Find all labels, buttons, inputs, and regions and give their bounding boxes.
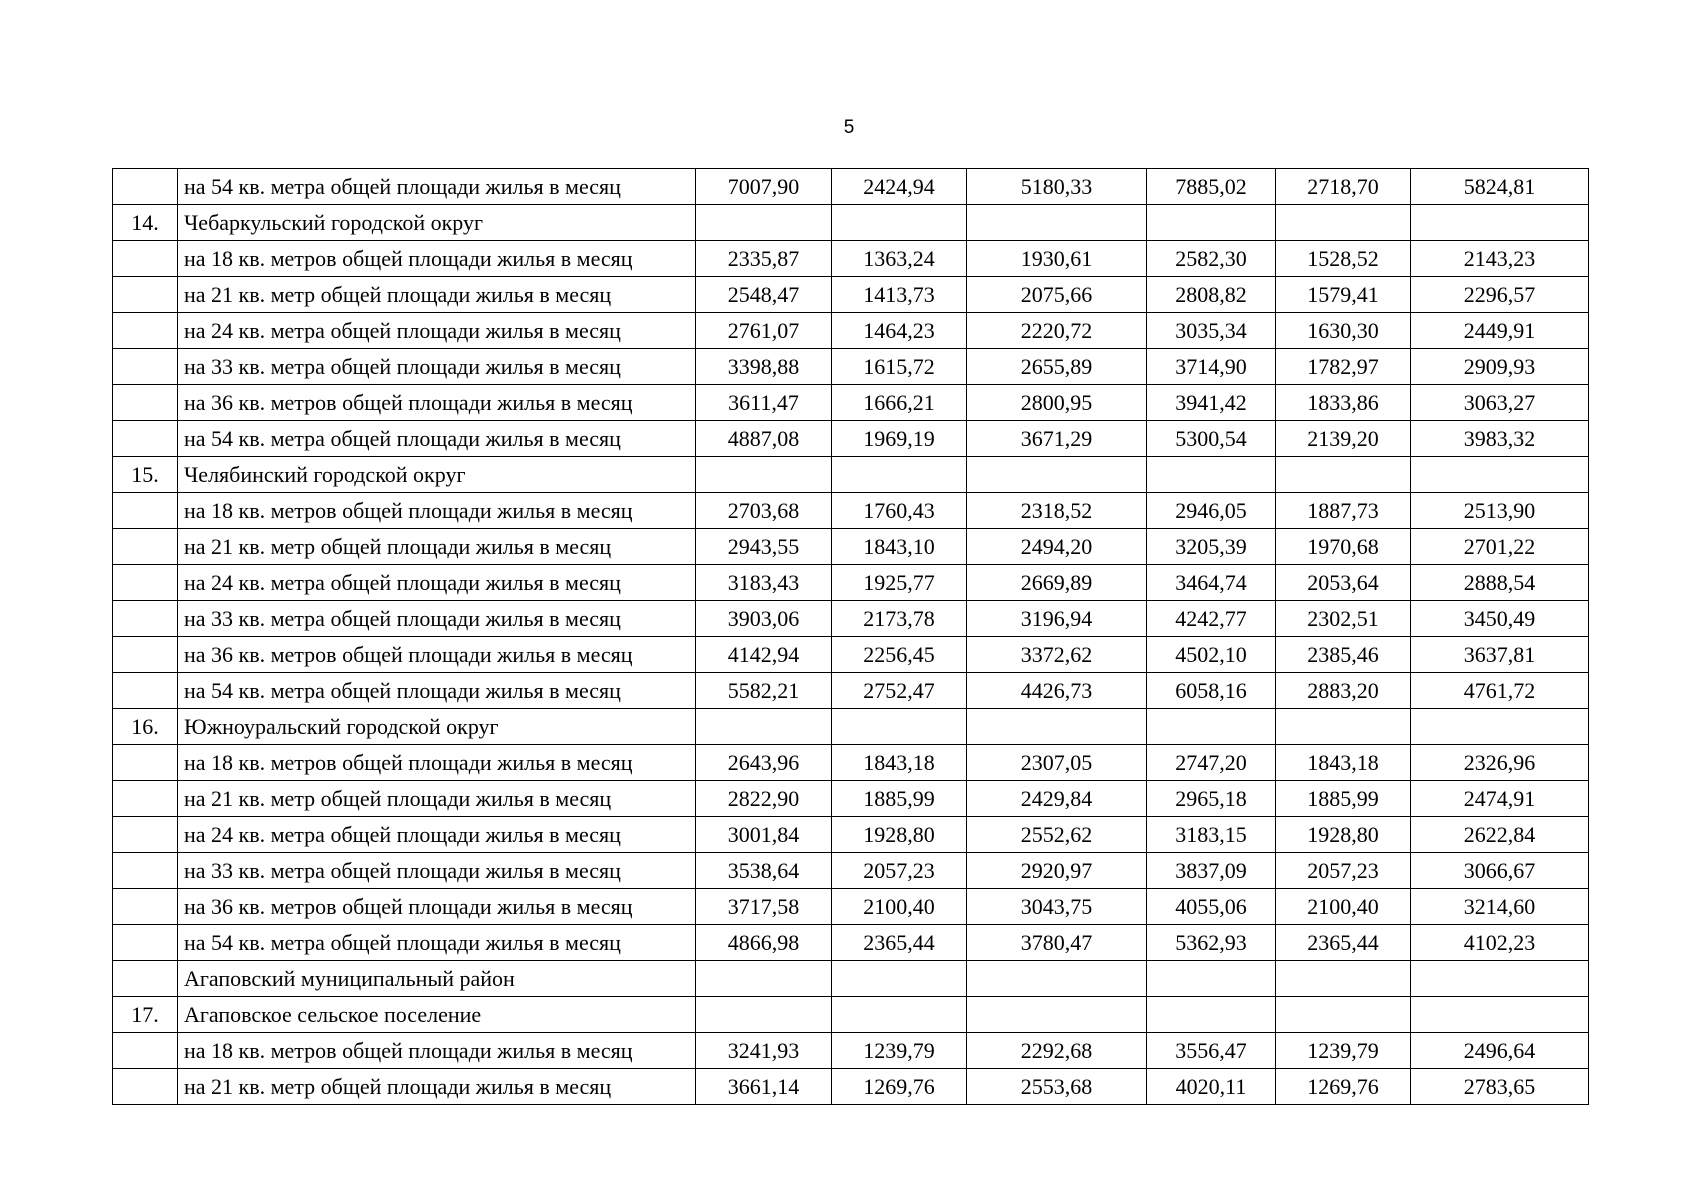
row-number-cell: [113, 349, 178, 385]
value-cell-1: 7007,90: [696, 169, 832, 205]
table-row: [113, 853, 1589, 889]
value-cell-2: 2752,47: [832, 673, 967, 709]
value-cell-1: 2335,87: [696, 241, 832, 277]
value-cell-6: [1411, 961, 1589, 997]
value-cell-5: 2883,20: [1276, 673, 1411, 709]
table-row: [113, 205, 1589, 241]
row-name-cell: на 36 кв. метров общей площади жилья в месяц: [178, 385, 696, 421]
tariff-table: [112, 168, 1589, 1105]
value-cell-1: 3001,84: [696, 817, 832, 853]
value-cell-1: 3661,14: [696, 1069, 832, 1105]
value-cell-4: 4055,06: [1147, 889, 1276, 925]
row-number-cell: [113, 241, 178, 277]
value-cell-4: 3837,09: [1147, 853, 1276, 889]
value-cell-1: 4887,08: [696, 421, 832, 457]
row-number-cell: [113, 961, 178, 997]
value-cell-2: 1843,18: [832, 745, 967, 781]
value-cell-6: 2701,22: [1411, 529, 1589, 565]
value-cell-4: 3035,34: [1147, 313, 1276, 349]
row-name-cell: Челябинский городской округ: [178, 457, 696, 493]
value-cell-4: [1147, 457, 1276, 493]
value-cell-4: 2808,82: [1147, 277, 1276, 313]
value-cell-1: 3538,64: [696, 853, 832, 889]
table-row: [113, 781, 1589, 817]
row-number-cell: [113, 781, 178, 817]
row-number-cell: [113, 673, 178, 709]
value-cell-2: 1925,77: [832, 565, 967, 601]
value-cell-6: 2326,96: [1411, 745, 1589, 781]
table-row: [113, 277, 1589, 313]
value-cell-1: 4866,98: [696, 925, 832, 961]
value-cell-3: 2292,68: [967, 1033, 1147, 1069]
value-cell-4: 2582,30: [1147, 241, 1276, 277]
table-row: [113, 745, 1589, 781]
row-name-cell: на 21 кв. метр общей площади жилья в месяц: [178, 277, 696, 313]
value-cell-4: [1147, 997, 1276, 1033]
value-cell-3: 3043,75: [967, 889, 1147, 925]
row-name-cell: на 36 кв. метров общей площади жилья в месяц: [178, 889, 696, 925]
table-row: [113, 997, 1589, 1033]
value-cell-5: 1528,52: [1276, 241, 1411, 277]
table-row: [113, 385, 1589, 421]
table-row: [113, 493, 1589, 529]
value-cell-5: [1276, 205, 1411, 241]
value-cell-6: 4102,23: [1411, 925, 1589, 961]
row-name-cell: Агаповский муниципальный район: [178, 961, 696, 997]
value-cell-2: 1843,10: [832, 529, 967, 565]
value-cell-4: 3183,15: [1147, 817, 1276, 853]
table-row: [113, 349, 1589, 385]
value-cell-4: 2747,20: [1147, 745, 1276, 781]
value-cell-2: 1413,73: [832, 277, 967, 313]
table-row: [113, 1033, 1589, 1069]
value-cell-2: 2100,40: [832, 889, 967, 925]
value-cell-6: 2888,54: [1411, 565, 1589, 601]
value-cell-5: 2718,70: [1276, 169, 1411, 205]
row-number-cell: [113, 1069, 178, 1105]
row-name-cell: на 36 кв. метров общей площади жилья в месяц: [178, 637, 696, 673]
value-cell-5: 2100,40: [1276, 889, 1411, 925]
value-cell-5: 2302,51: [1276, 601, 1411, 637]
row-number-cell: [113, 421, 178, 457]
value-cell-5: 1269,76: [1276, 1069, 1411, 1105]
row-number-cell: [113, 889, 178, 925]
row-name-cell: на 54 кв. метра общей площади жилья в месяц: [178, 925, 696, 961]
value-cell-3: 2307,05: [967, 745, 1147, 781]
value-cell-3: 2920,97: [967, 853, 1147, 889]
value-cell-6: 2909,93: [1411, 349, 1589, 385]
value-cell-3: 3196,94: [967, 601, 1147, 637]
row-name-cell: Агаповское сельское поселение: [178, 997, 696, 1033]
row-name-cell: на 24 кв. метра общей площади жилья в месяц: [178, 565, 696, 601]
value-cell-1: 2703,68: [696, 493, 832, 529]
value-cell-2: [832, 961, 967, 997]
value-cell-1: [696, 205, 832, 241]
value-cell-5: 1970,68: [1276, 529, 1411, 565]
row-number-cell: 16.: [113, 709, 178, 745]
value-cell-2: 1239,79: [832, 1033, 967, 1069]
value-cell-5: [1276, 457, 1411, 493]
table-row: [113, 925, 1589, 961]
table-row: [113, 313, 1589, 349]
value-cell-3: 1930,61: [967, 241, 1147, 277]
value-cell-2: [832, 205, 967, 241]
value-cell-5: 2139,20: [1276, 421, 1411, 457]
row-number-cell: [113, 565, 178, 601]
row-number-cell: [113, 925, 178, 961]
row-number-cell: [113, 601, 178, 637]
value-cell-1: [696, 961, 832, 997]
value-cell-3: [967, 205, 1147, 241]
table-row: [113, 601, 1589, 637]
value-cell-5: 1833,86: [1276, 385, 1411, 421]
value-cell-6: [1411, 457, 1589, 493]
value-cell-1: 2548,47: [696, 277, 832, 313]
row-number-cell: [113, 313, 178, 349]
row-name-cell: на 21 кв. метр общей площади жилья в месяц: [178, 781, 696, 817]
value-cell-3: 5180,33: [967, 169, 1147, 205]
value-cell-1: 2761,07: [696, 313, 832, 349]
value-cell-5: [1276, 997, 1411, 1033]
value-cell-1: 3717,58: [696, 889, 832, 925]
value-cell-2: 2365,44: [832, 925, 967, 961]
value-cell-4: 7885,02: [1147, 169, 1276, 205]
value-cell-4: [1147, 709, 1276, 745]
value-cell-3: 2220,72: [967, 313, 1147, 349]
value-cell-2: [832, 709, 967, 745]
table-row: [113, 565, 1589, 601]
value-cell-2: 1760,43: [832, 493, 967, 529]
row-number-cell: [113, 853, 178, 889]
value-cell-2: [832, 997, 967, 1033]
row-name-cell: на 54 кв. метра общей площади жилья в месяц: [178, 673, 696, 709]
value-cell-5: [1276, 709, 1411, 745]
value-cell-6: 2474,91: [1411, 781, 1589, 817]
row-name-cell: на 18 кв. метров общей площади жилья в месяц: [178, 241, 696, 277]
value-cell-2: 2057,23: [832, 853, 967, 889]
value-cell-2: 2424,94: [832, 169, 967, 205]
value-cell-1: 5582,21: [696, 673, 832, 709]
value-cell-4: 3464,74: [1147, 565, 1276, 601]
value-cell-3: 2552,62: [967, 817, 1147, 853]
row-number-cell: [113, 169, 178, 205]
row-number-cell: [113, 277, 178, 313]
table-row: [113, 169, 1589, 205]
table-row: [113, 1069, 1589, 1105]
table-row: [113, 457, 1589, 493]
value-cell-2: [832, 457, 967, 493]
value-cell-3: 3671,29: [967, 421, 1147, 457]
row-number-cell: 17.: [113, 997, 178, 1033]
row-name-cell: на 33 кв. метра общей площади жилья в месяц: [178, 853, 696, 889]
value-cell-5: 1928,80: [1276, 817, 1411, 853]
table-row: [113, 673, 1589, 709]
value-cell-1: 4142,94: [696, 637, 832, 673]
row-number-cell: [113, 745, 178, 781]
row-name-cell: на 18 кв. метров общей площади жилья в месяц: [178, 493, 696, 529]
value-cell-1: [696, 997, 832, 1033]
value-cell-4: 6058,16: [1147, 673, 1276, 709]
row-number-cell: 14.: [113, 205, 178, 241]
value-cell-2: 1885,99: [832, 781, 967, 817]
value-cell-6: 3983,32: [1411, 421, 1589, 457]
value-cell-5: 2057,23: [1276, 853, 1411, 889]
page-number: 5: [843, 117, 855, 138]
value-cell-3: 2669,89: [967, 565, 1147, 601]
value-cell-5: 1887,73: [1276, 493, 1411, 529]
value-cell-4: 3714,90: [1147, 349, 1276, 385]
table-row: [113, 637, 1589, 673]
table-body: [113, 169, 1589, 1105]
value-cell-2: 2173,78: [832, 601, 967, 637]
value-cell-4: 3556,47: [1147, 1033, 1276, 1069]
value-cell-5: 1885,99: [1276, 781, 1411, 817]
value-cell-3: 2429,84: [967, 781, 1147, 817]
value-cell-4: 2946,05: [1147, 493, 1276, 529]
value-cell-3: 2318,52: [967, 493, 1147, 529]
row-number-cell: [113, 385, 178, 421]
row-number-cell: [113, 637, 178, 673]
value-cell-6: 3063,27: [1411, 385, 1589, 421]
value-cell-6: 2449,91: [1411, 313, 1589, 349]
value-cell-2: 1615,72: [832, 349, 967, 385]
row-name-cell: на 24 кв. метра общей площади жилья в месяц: [178, 313, 696, 349]
value-cell-1: [696, 709, 832, 745]
value-cell-6: [1411, 709, 1589, 745]
value-cell-5: 1782,97: [1276, 349, 1411, 385]
value-cell-6: 2296,57: [1411, 277, 1589, 313]
row-name-cell: Южноуральский городской округ: [178, 709, 696, 745]
value-cell-3: [967, 457, 1147, 493]
value-cell-2: 1363,24: [832, 241, 967, 277]
value-cell-4: 3941,42: [1147, 385, 1276, 421]
value-cell-4: 5300,54: [1147, 421, 1276, 457]
value-cell-4: 3205,39: [1147, 529, 1276, 565]
value-cell-4: [1147, 205, 1276, 241]
value-cell-6: [1411, 997, 1589, 1033]
value-cell-1: 3903,06: [696, 601, 832, 637]
table-row: [113, 709, 1589, 745]
value-cell-5: [1276, 961, 1411, 997]
table-row: [113, 241, 1589, 277]
value-cell-6: 2143,23: [1411, 241, 1589, 277]
value-cell-4: 4502,10: [1147, 637, 1276, 673]
value-cell-3: 2553,68: [967, 1069, 1147, 1105]
value-cell-6: 3637,81: [1411, 637, 1589, 673]
table-row: [113, 889, 1589, 925]
table-row: [113, 421, 1589, 457]
value-cell-2: 1269,76: [832, 1069, 967, 1105]
row-name-cell: на 24 кв. метра общей площади жилья в месяц: [178, 817, 696, 853]
value-cell-6: 2496,64: [1411, 1033, 1589, 1069]
table-row: [113, 961, 1589, 997]
row-name-cell: на 18 кв. метров общей площади жилья в месяц: [178, 745, 696, 781]
value-cell-4: 2965,18: [1147, 781, 1276, 817]
row-name-cell: на 21 кв. метр общей площади жилья в месяц: [178, 1069, 696, 1105]
row-number-cell: [113, 817, 178, 853]
value-cell-6: 2622,84: [1411, 817, 1589, 853]
table-row: [113, 817, 1589, 853]
value-cell-6: 5824,81: [1411, 169, 1589, 205]
value-cell-4: 4020,11: [1147, 1069, 1276, 1105]
value-cell-2: 2256,45: [832, 637, 967, 673]
value-cell-6: 2783,65: [1411, 1069, 1589, 1105]
value-cell-3: 3780,47: [967, 925, 1147, 961]
value-cell-1: 2943,55: [696, 529, 832, 565]
row-name-cell: на 54 кв. метра общей площади жилья в месяц: [178, 421, 696, 457]
value-cell-3: [967, 709, 1147, 745]
value-cell-2: 1928,80: [832, 817, 967, 853]
value-cell-3: 3372,62: [967, 637, 1147, 673]
value-cell-3: 2494,20: [967, 529, 1147, 565]
value-cell-3: 4426,73: [967, 673, 1147, 709]
value-cell-6: 3066,67: [1411, 853, 1589, 889]
row-name-cell: на 18 кв. метров общей площади жилья в месяц: [178, 1033, 696, 1069]
value-cell-6: 4761,72: [1411, 673, 1589, 709]
value-cell-1: 3398,88: [696, 349, 832, 385]
value-cell-3: 2655,89: [967, 349, 1147, 385]
row-number-cell: [113, 493, 178, 529]
value-cell-4: 5362,93: [1147, 925, 1276, 961]
value-cell-6: 2513,90: [1411, 493, 1589, 529]
value-cell-2: 1666,21: [832, 385, 967, 421]
row-name-cell: Чебаркульский городской округ: [178, 205, 696, 241]
value-cell-3: 2800,95: [967, 385, 1147, 421]
value-cell-2: 1969,19: [832, 421, 967, 457]
value-cell-1: 3241,93: [696, 1033, 832, 1069]
value-cell-6: 3450,49: [1411, 601, 1589, 637]
value-cell-5: 1843,18: [1276, 745, 1411, 781]
value-cell-3: [967, 961, 1147, 997]
value-cell-2: 1464,23: [832, 313, 967, 349]
value-cell-1: 2643,96: [696, 745, 832, 781]
value-cell-5: 2053,64: [1276, 565, 1411, 601]
value-cell-3: 2075,66: [967, 277, 1147, 313]
value-cell-6: [1411, 205, 1589, 241]
value-cell-1: 2822,90: [696, 781, 832, 817]
table-row: [113, 529, 1589, 565]
row-name-cell: на 33 кв. метра общей площади жилья в месяц: [178, 349, 696, 385]
row-number-cell: [113, 529, 178, 565]
row-number-cell: 15.: [113, 457, 178, 493]
value-cell-1: 3611,47: [696, 385, 832, 421]
row-name-cell: на 21 кв. метр общей площади жилья в месяц: [178, 529, 696, 565]
value-cell-3: [967, 997, 1147, 1033]
row-name-cell: на 33 кв. метра общей площади жилья в месяц: [178, 601, 696, 637]
row-number-cell: [113, 1033, 178, 1069]
value-cell-1: [696, 457, 832, 493]
value-cell-6: 3214,60: [1411, 889, 1589, 925]
value-cell-5: 1579,41: [1276, 277, 1411, 313]
value-cell-5: 1239,79: [1276, 1033, 1411, 1069]
value-cell-4: [1147, 961, 1276, 997]
value-cell-5: 2385,46: [1276, 637, 1411, 673]
value-cell-5: 1630,30: [1276, 313, 1411, 349]
value-cell-1: 3183,43: [696, 565, 832, 601]
row-name-cell: на 54 кв. метра общей площади жилья в месяц: [178, 169, 696, 205]
value-cell-4: 4242,77: [1147, 601, 1276, 637]
value-cell-5: 2365,44: [1276, 925, 1411, 961]
